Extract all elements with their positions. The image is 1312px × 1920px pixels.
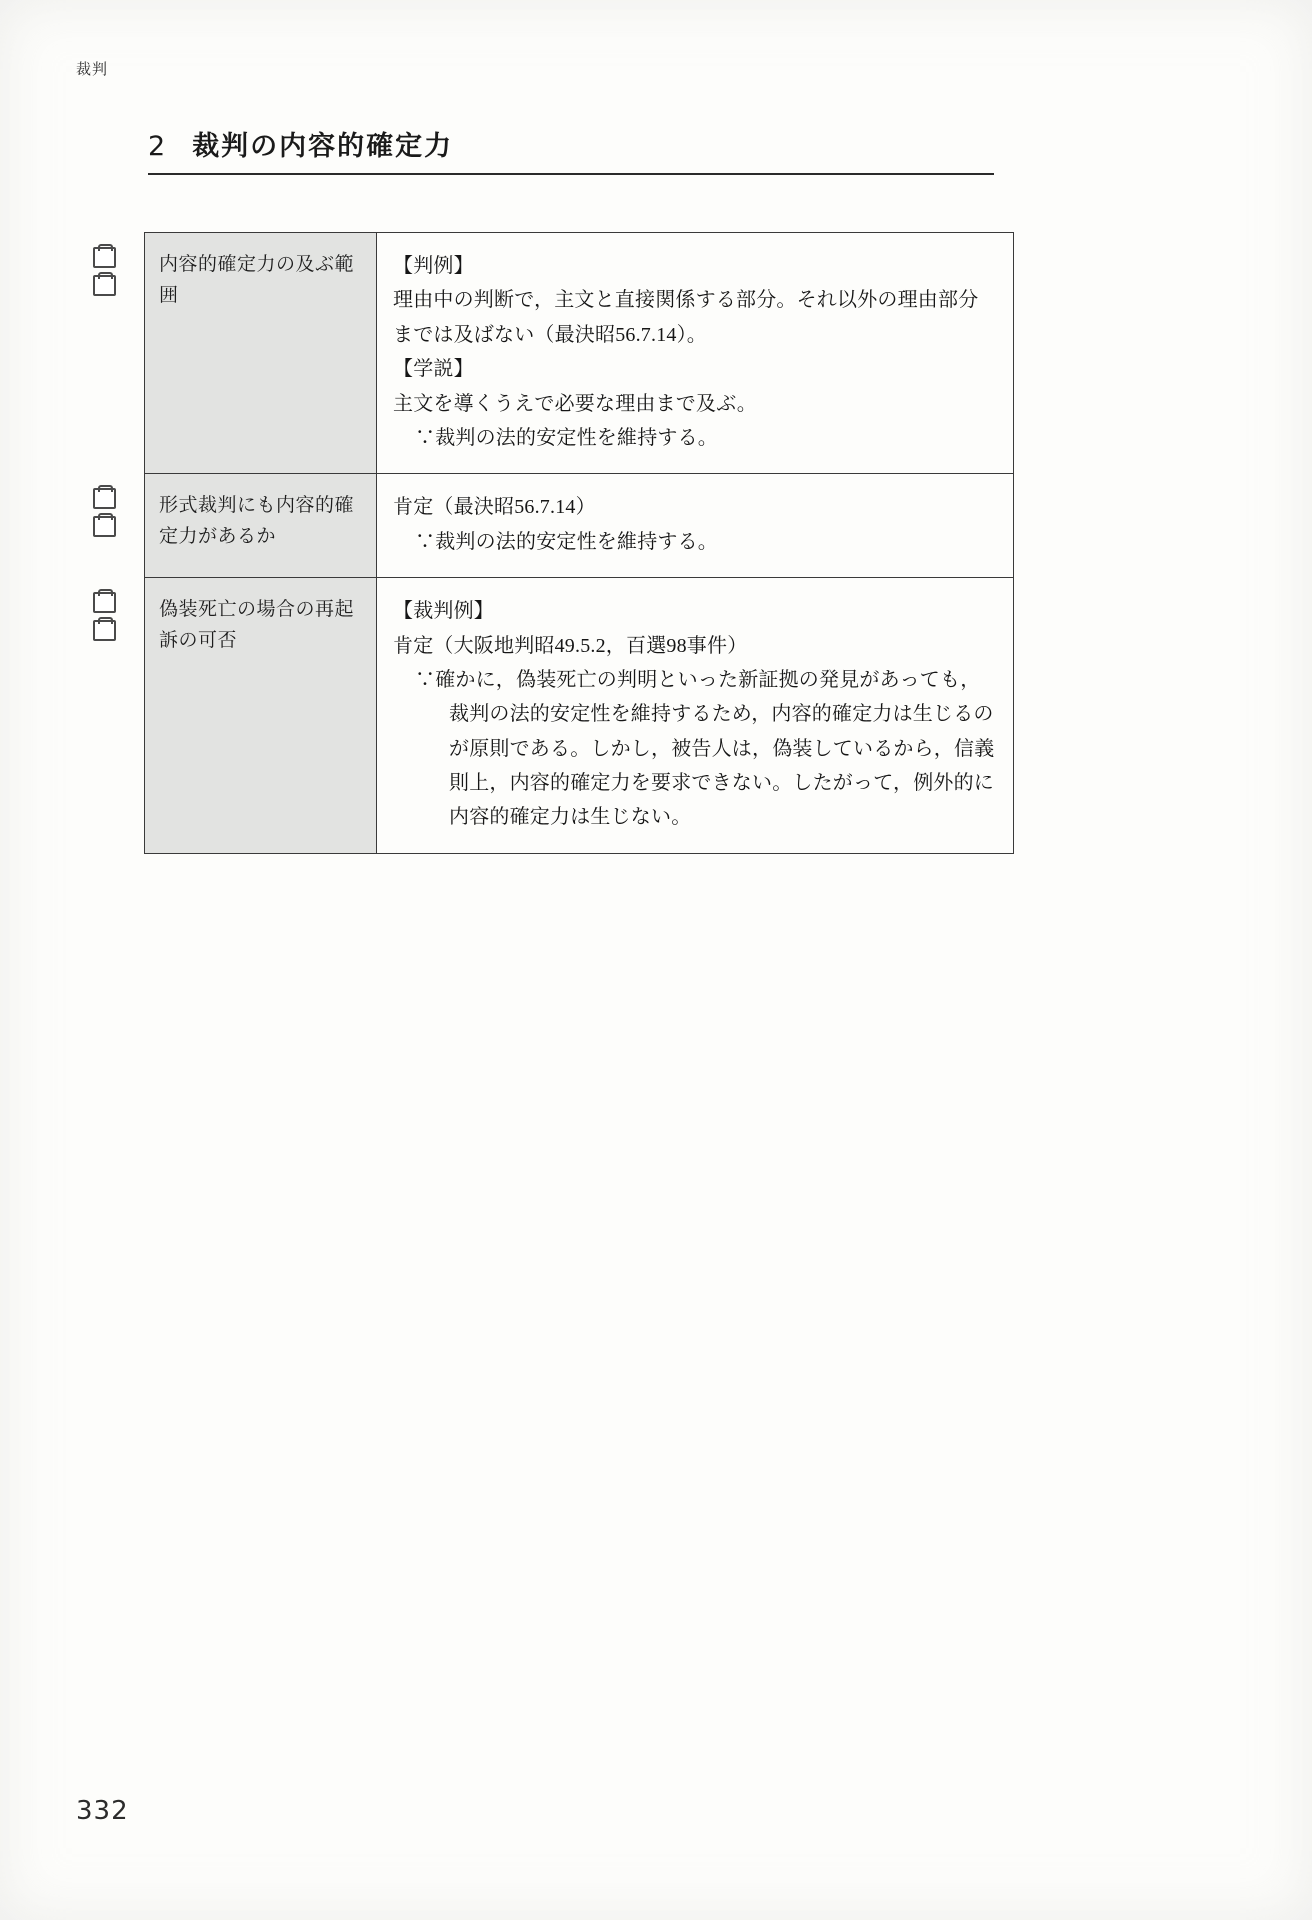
table-row	[145, 233, 1013, 474]
section-number: 2	[148, 131, 167, 162]
body-line: ∵確かに，偽装死亡の判明といった新証拠の発見があっても，裁判の法的安定性を維持するため，内容的確定力は生じるのが原則である。しかし，被告人は，偽装しているから，信義則上，内容的確定力を要求できない。したがって，例外的に内容的確定力は生じない。	[415, 668, 995, 829]
body-line: 肯定（大阪地判昭49.5.2，百選98事件）	[393, 634, 748, 657]
section-heading	[148, 124, 994, 175]
checkbox-icon[interactable]	[93, 516, 116, 537]
table-row	[145, 578, 1013, 853]
body-line: 理由中の判断で，主文と直接関係する部分。それ以外の理由部分までは及ばない（最決昭56.7.14）。	[393, 289, 979, 346]
checkbox-group	[93, 247, 133, 296]
row-body	[377, 578, 1013, 853]
row-body	[377, 474, 1013, 577]
checkbox-group	[93, 592, 133, 641]
row-label: 内容的確定力の及ぶ範囲	[145, 233, 377, 473]
body-line: ∵裁判の法的安定性を維持する。	[415, 530, 718, 553]
checkbox-icon[interactable]	[93, 488, 116, 509]
body-line: 主文を導くうえで必要な理由まで及ぶ。	[393, 392, 757, 415]
running-head: 裁判	[76, 60, 109, 78]
checkbox-icon[interactable]	[93, 247, 116, 268]
body-line: 【学説】	[393, 358, 474, 381]
content-table	[144, 232, 1014, 854]
row-label: 偽装死亡の場合の再起訴の可否	[145, 578, 377, 853]
body-line: 【判例】	[393, 255, 474, 277]
body-line: ∵裁判の法的安定性を維持する。	[415, 426, 718, 449]
checkbox-group	[93, 488, 133, 537]
table-row	[145, 474, 1013, 578]
row-label: 形式裁判にも内容的確定力があるか	[145, 474, 377, 577]
section-title: 裁判の内容的確定力	[192, 131, 454, 162]
checkbox-icon[interactable]	[93, 275, 116, 296]
checkbox-icon[interactable]	[93, 620, 116, 641]
page-number: 332	[76, 1796, 129, 1826]
body-line: 肯定（最決昭56.7.14）	[393, 496, 596, 519]
row-body	[377, 233, 1013, 473]
checkbox-icon[interactable]	[93, 592, 116, 613]
body-line: 【裁判例】	[393, 600, 494, 623]
